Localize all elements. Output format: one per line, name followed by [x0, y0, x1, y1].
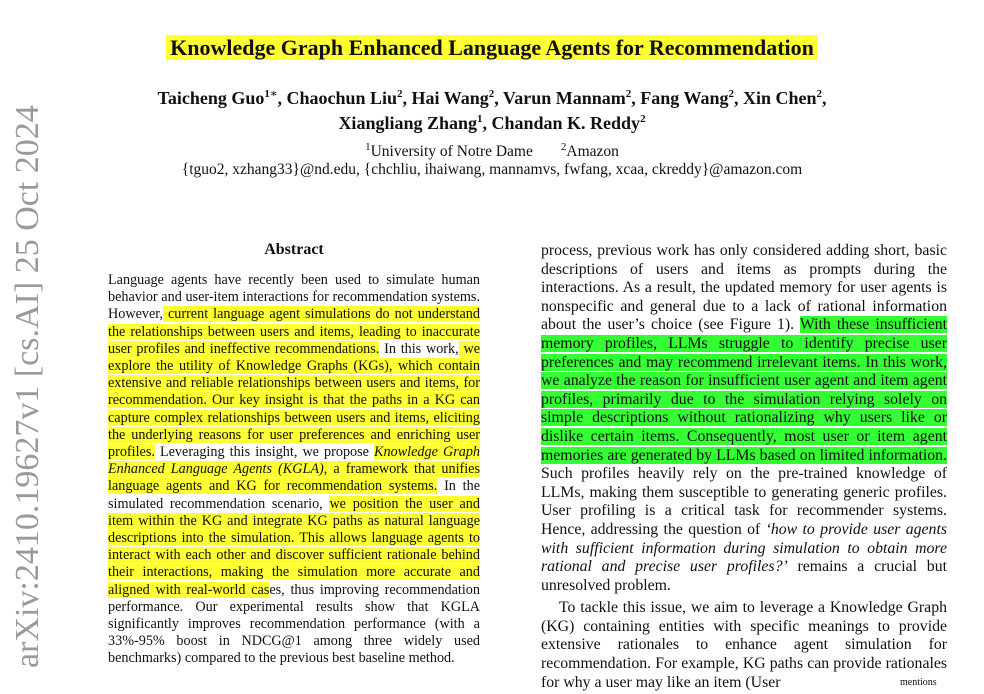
author-name: Taicheng Guo — [157, 88, 265, 108]
abstract-highlight-1: current language agent simulations do not understand the relationships between users and items, leading to inaccurate user profiles and ineffective recommendations. — [108, 306, 480, 357]
abstract-text-5: es, thus improving recommendation performance. Our experimental results show that KGLA significantly improves recommendation performance (with a 33%-95% boost in NDCG@1 among three widely used benchmarks) compared to the previous best baseline method. — [108, 581, 480, 667]
abstract-highlight-3: , a framework that unifies language agents and KG for recommendation systems. — [108, 461, 481, 495]
author-affiliation-mark: 2 — [640, 113, 646, 125]
intro-question: ‘how to provide user agents with sufficient information during simulation to obtain more rational and precise user profiles?’ — [541, 520, 947, 576]
author-affiliation-mark: 2 — [397, 88, 403, 100]
author-affiliation-mark: 2 — [625, 88, 632, 100]
arxiv-stamp: arXiv:2410.19627v1 [cs.AI] 25 Oct 2024 — [9, 105, 46, 668]
affiliation-name: University of Notre Dame — [370, 143, 533, 160]
title-text: Knowledge Graph Enhanced Language Agents for Recommendation — [166, 35, 818, 60]
abstract-text-4: In the simulated recommendation scenario, — [108, 478, 480, 512]
author-name: Xiangliang Zhang — [338, 113, 477, 133]
abstract-highlight-4: we position the user and item within the KG and integrate KG paths as natural language descriptions into the simulation. This allows language agents to interact with each other and discover sufficient rationale behind their interactions, making the simulation more accurate and aligned with real-world cas — [108, 495, 480, 598]
author-affiliation-mark: 2 — [816, 88, 823, 100]
author-name: Chaochun Liu — [286, 88, 398, 108]
author-name: Varun Mannam — [502, 88, 626, 108]
author-affiliation-mark: 1∗ — [264, 88, 278, 100]
intro-text-3: remains a crucial but unresolved problem. — [541, 558, 947, 594]
abstract-highlight-kgla: Knowledge Graph Enhanced Language Agents (KGLA) — [108, 444, 481, 478]
author-affiliation-mark: 2 — [488, 88, 495, 100]
author-name: Xin Chen — [742, 88, 817, 108]
author-name: Fang Wang — [640, 88, 729, 108]
abstract-text-1: Language agents have recently been used to simulate human behavior and user-item interactions for recommendation systems. However, — [108, 272, 480, 323]
affiliation-mark: 2 — [560, 140, 567, 153]
abstract-heading: Abstract — [264, 241, 324, 258]
intro-text-2: Such profiles heavily rely on the pre-trained knowledge of LLMs, making them susceptible to generating generic profiles. User profiling is a critical task for recommender systems. Hence, addressing the question of — [541, 465, 947, 538]
introduction-body — [541, 242, 947, 692]
abstract-body — [108, 272, 480, 668]
intro-paragraph-2: To tackle this issue, we aim to leverage a Knowledge Graph (KG) containing entities with specific meanings to provide extensive rationales to enhance agent simulation for recommendation. For example, KG paths can provide rationales for why a user may like an item (User — [541, 599, 947, 691]
abstract-text-3: Leveraging this insight, we propose — [154, 444, 375, 461]
abstract-highlight-2: we explore the utility of Knowledge Graphs (KGs), which contain extensive and reliable relationships between users and items, for recommendation. Our key insight is that the paths in a KG can capture complex relationships between users and items, eliciting the underlying reasons for user preferences and enriching user profiles. — [108, 340, 480, 461]
author-affiliation-mark: 2 — [728, 88, 734, 100]
abstract-text-2: In this work, — [379, 340, 459, 357]
intro-paragraph-1 — [541, 242, 947, 595]
affiliation-mark: 1 — [365, 140, 371, 153]
path-arrow-label: mentions — [900, 677, 937, 688]
intro-highlight-1: With these insufficient memory profiles, LLMs struggle to identify precise user preferences and may recommend irrelevant items. In this work, we analyze the reason for insufficient user agent and item agent profiles, primarily due to the simulation relying solely on simple descriptions without rationalizing why users like or dislike certain items. Consequently, most user or item agent memories are generated by LLMs based on limited information. — [541, 316, 947, 464]
author-emails: {tguo2, xzhang33}@nd.edu, {chchliu, ihaiwang, mannamvs, fwfang, xcaa, ckreddy}@amazon.com — [181, 161, 803, 178]
affiliation-name: Amazon — [566, 143, 619, 160]
affiliations — [0, 142, 984, 161]
author-name: Hai Wang — [411, 88, 489, 108]
author-name: Chandan K. Reddy — [491, 113, 641, 133]
author-affiliation-mark: 1 — [477, 113, 483, 125]
intro-text-1: process, previous work has only considered adding short, basic descriptions of users and items as prompts during the interactions. As a result, the updated memory for user agents is nonspecific and general due to a lack of rational information about the user’s choice (see Figure 1). — [541, 242, 947, 334]
paper-title — [0, 34, 984, 62]
author-list: Taicheng Guo$^{1∗}$, Chaochun Liu$^2$, Hai Wang$^2$, Varun Mannam$^2$, Fang Wang$^2$, Xin Chen$^2$, Xiangliang Zhang$^1$, Chandan K. Reddy$^2$ — [157, 88, 827, 133]
